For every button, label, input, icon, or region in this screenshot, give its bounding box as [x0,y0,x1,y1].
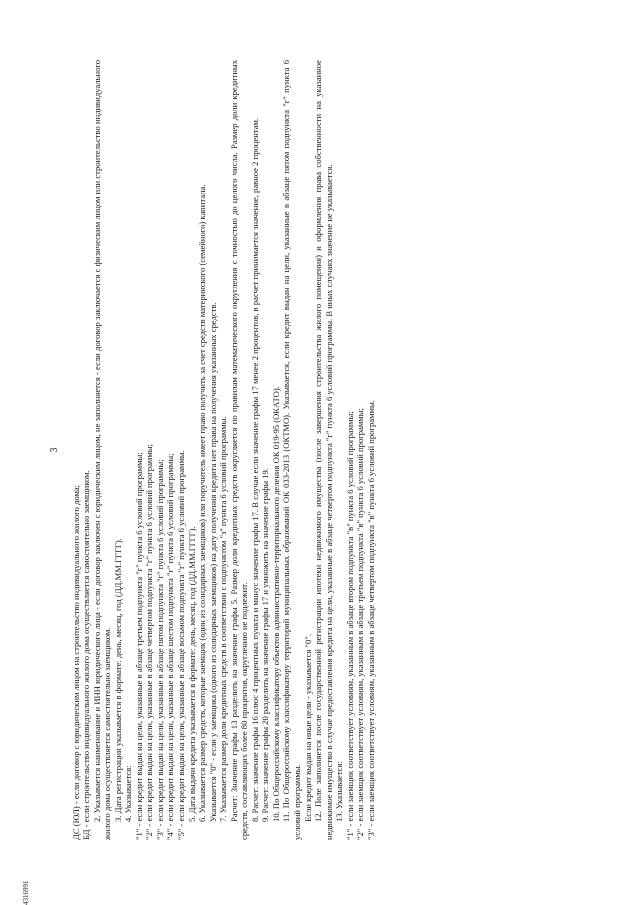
paragraph: 9. Расчет: значение графы 20 разделить на значение графы 17 и умножить на значение графы 19. [260,468,271,822]
paragraph: 10. По Общероссийскому классификатору объектов административно-территориального деления ОК 019-95 (ОКАТО). [270,386,281,822]
paragraph: "5" - если кредит выдан на цели, указанные в абзаце восьмом подпункта "г" пункта 6 условий программы. [176,450,187,840]
paragraph: Указывается "0" - если у заемщика (одного из солидарных заемщиков) на дату получения кредита нет права на получения указанных средств. [207,302,218,822]
paragraph: "4" - если кредит выдан на цели, указанные в абзаце шестом подпункта "г" пункта 6 условий программы; [165,453,176,840]
paragraph: "1" - если кредит выдан на цели, указанные в абзаце третьем подпункта "г" пункта 6 условий программы; [133,452,144,840]
paragraph: 4. Указывается: [123,765,134,822]
paragraph: 8. Расчет: значение графы 16 плюс 4 процентных пункта и минус значение графы 17. В случае если значение графы 17 менее 2 процентов, в расчет принимается значение, равное 2 процентам. [249,117,260,822]
paragraph: 5. Дата выдачи кредита указывается в формате: день, месяц, год (ДД.ММ.ГГГГ). [186,526,197,822]
paragraph: БД - если строительство индивидуального жилого дома осуществляется самостоятельно заемщиком. [81,470,92,840]
body-text [71,60,377,840]
footer-document-code: 4316991 [22,880,30,905]
paragraph: 3. Дата регистрации указывается в формате: день, месяц, год (ДД.ММ.ГГГГ). [112,538,123,822]
rotated-page-content [50,60,570,840]
paragraph: Если кредит выдан на иные цели - указывается "0". [302,633,313,822]
paragraph: 12. Поле заполняется после государственной регистрации ипотеки недвижимого имущества (после завершения строительства жилого помещения) и оформления права собственности на указанное недвижимое имущество в случае предоставления кредита на цели, указанные в абзаце четвертом подпункта "г" пункта 6 условий программы. В иных случаях значение не указывается. [313,60,334,840]
paragraph: "3" - если кредит выдан на цели, указанные в абзаце пятом подпункта "г" пункта 6 условий программы; [154,459,165,840]
paragraph: 11. По Общероссийскому классификатору территорий муниципальных образований ОК 033-2013 (ОКТМО). Указывается, если кредит выдан на цели, указанные в абзаце пятом подпункта "г" пункта 6 условий программы. [281,60,303,840]
paragraph: 7. Указывается размер доли кредитных средств в соответствии с подпунктом "з" пункта 6 условий программы. [218,416,229,822]
paragraph: 13. Указывается: [334,761,345,822]
paragraph: Расчет: Значение графы 13 разделить на значение графы 5. Размер доли кредитных средств округляется по правилам математического округления с точностью до целого числа. Размер доли кредитных средств, составляющих более 80 процентов, округлению не подлежит. [228,60,250,840]
page-number: 3 [49,447,60,453]
paragraph: "2" - если кредит выдан на цели, указанные в абзаце четвертом подпункта "г" пункта 6 условий программы; [144,444,155,840]
paragraph: "1" - если заемщик соответствует условиям, указанным в абзаце втором подпункта "в" пункта 6 условий программы; [344,411,355,840]
paragraph: "3" - если заемщик соответствует условиям, указанным в абзаце четвертом подпункта "в" пункта 6 условий программы. [365,400,376,840]
paragraph: "2" - если заемщик соответствует условиям, указанным в абзаце третьем подпункта "в" пункта 6 условий программы; [355,408,366,840]
paragraph: 6. Указывается размер средств, которые заемщик (один из солидарных заемщиков) или поручитель имеет право получить за счет средств материнского (семейного) капитала. [197,184,208,822]
paragraph: ДС (ЮЛ) - если договор с юридическим лицом на строительство индивидуального жилого дома; [70,484,81,840]
paragraph: 2. Указывается наименование и ИНН юридического лица - если договор заключен с юридическим лицом, не заполняется - если договор заключается с физическим лицом или строительство индивидуального жилого дома осуществляется самостоятельно заемщиком. [91,60,113,840]
